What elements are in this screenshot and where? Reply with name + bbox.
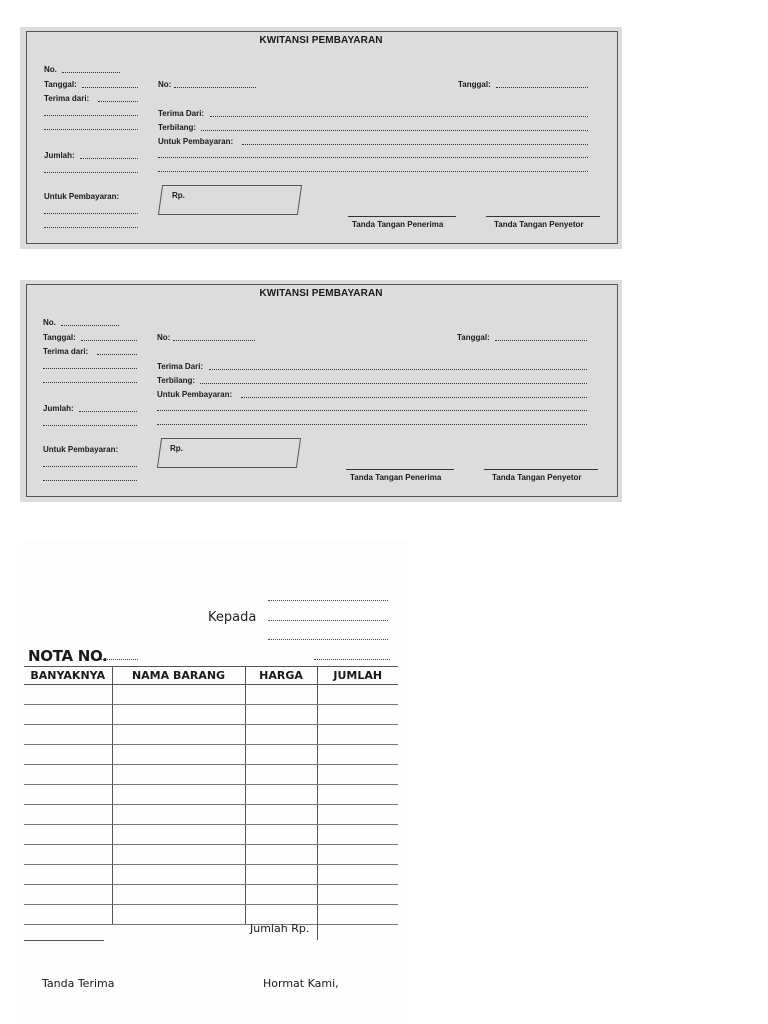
terbilang-label: Terbilang: — [158, 123, 197, 132]
no-field[interactable] — [174, 87, 256, 88]
amount-box[interactable] — [157, 438, 301, 468]
amount-rp-label: Rp. — [170, 444, 183, 453]
jumlah-cell[interactable] — [317, 825, 398, 845]
harga-cell[interactable] — [245, 725, 317, 745]
harga-cell[interactable] — [245, 785, 317, 805]
banyaknya-cell[interactable] — [24, 885, 112, 905]
harga-cell[interactable] — [245, 805, 317, 825]
stub-terima-dari-label: Terima dari: — [43, 347, 89, 356]
jumlah-cell[interactable] — [317, 845, 398, 865]
kepada-line-3[interactable] — [268, 639, 388, 640]
nama-barang-cell[interactable] — [112, 785, 245, 805]
nama-barang-cell[interactable] — [112, 865, 245, 885]
stub-blank-line[interactable] — [43, 368, 137, 369]
banyaknya-cell[interactable] — [24, 705, 112, 725]
nama-barang-cell[interactable] — [112, 905, 245, 925]
banyaknya-cell[interactable] — [24, 845, 112, 865]
column-header-nama-barang: NAMA BARANG — [112, 667, 245, 685]
signature-line-receiver — [346, 469, 454, 470]
nama-barang-cell[interactable] — [112, 685, 245, 705]
stub-terima-dari-label: Terima dari: — [44, 94, 90, 103]
jumlah-rp-label: Jumlah Rp. — [250, 922, 310, 935]
no-field[interactable] — [173, 340, 255, 341]
terbilang-label: Terbilang: — [157, 376, 196, 385]
nota-items-table — [24, 666, 398, 925]
jumlah-cell[interactable] — [317, 725, 398, 745]
nota-form — [22, 540, 408, 1024]
stub-no-field[interactable] — [61, 325, 119, 326]
table-row — [24, 865, 398, 885]
no-label: No: — [157, 333, 171, 342]
receipt-form — [20, 27, 622, 249]
stub-jumlah-label: Jumlah: — [43, 404, 74, 413]
stub-no-label: No. — [43, 318, 56, 327]
nama-barang-cell[interactable] — [112, 805, 245, 825]
stub-blank-line[interactable] — [44, 129, 138, 130]
stub-jumlah-field[interactable] — [80, 158, 138, 159]
tanggal-label: Tanggal: — [457, 333, 490, 342]
banyaknya-cell[interactable] — [24, 685, 112, 705]
column-header-jumlah: JUMLAH — [317, 667, 398, 685]
nota-no-field[interactable] — [100, 659, 138, 660]
table-row — [24, 745, 398, 765]
jumlah-cell[interactable] — [317, 805, 398, 825]
jumlah-cell[interactable] — [317, 885, 398, 905]
stub-tanggal-label: Tanggal: — [44, 80, 77, 89]
stub-untuk-pembayaran-label: Untuk Pembayaran: — [44, 192, 120, 201]
banyaknya-cell[interactable] — [24, 905, 112, 925]
table-row — [24, 785, 398, 805]
banyaknya-cell[interactable] — [24, 725, 112, 745]
jumlah-cell[interactable] — [317, 905, 398, 925]
signature-payer-label: Tanda Tangan Penyetor — [492, 473, 582, 482]
table-row — [24, 805, 398, 825]
receipt-form — [20, 280, 622, 502]
table-row — [24, 885, 398, 905]
stub-blank-line[interactable] — [43, 425, 137, 426]
harga-cell[interactable] — [245, 705, 317, 725]
untuk-pembayaran-label: Untuk Pembayaran: — [157, 390, 233, 399]
blank-line[interactable] — [157, 410, 587, 411]
blank-line[interactable] — [158, 171, 588, 172]
receipt-title: KWITANSI PEMBAYARAN — [259, 288, 383, 299]
nama-barang-cell[interactable] — [112, 745, 245, 765]
stub-untuk-pembayaran-label: Untuk Pembayaran: — [43, 445, 119, 454]
stub-blank-line[interactable] — [44, 213, 138, 214]
banyaknya-cell[interactable] — [24, 825, 112, 845]
stub-jumlah-label: Jumlah: — [44, 151, 75, 160]
nama-barang-cell[interactable] — [112, 725, 245, 745]
jumlah-cell[interactable] — [317, 745, 398, 765]
nama-barang-cell[interactable] — [112, 705, 245, 725]
hormat-kami-label: Hormat Kami, — [263, 977, 339, 990]
table-row — [24, 845, 398, 865]
table-row — [24, 825, 398, 845]
signature-line-payer — [486, 216, 600, 217]
receipt-title: KWITANSI PEMBAYARAN — [259, 35, 383, 46]
column-header-harga: HARGA — [245, 667, 317, 685]
signature-line-receiver — [348, 216, 456, 217]
stub-no-field[interactable] — [62, 72, 120, 73]
jumlah-total-divider — [317, 916, 318, 940]
terima-dari-field[interactable] — [210, 116, 588, 117]
stub-blank-line[interactable] — [43, 466, 137, 467]
banyaknya-cell[interactable] — [24, 765, 112, 785]
amount-box[interactable] — [158, 185, 302, 215]
terbilang-field[interactable] — [201, 130, 588, 131]
blank-line[interactable] — [157, 424, 587, 425]
signature-receiver-label: Tanda Tangan Penerima — [350, 473, 442, 482]
table-row — [24, 705, 398, 725]
tanggal-label: Tanggal: — [458, 80, 491, 89]
nama-barang-cell[interactable] — [112, 765, 245, 785]
banyaknya-cell[interactable] — [24, 805, 112, 825]
stub-blank-line[interactable] — [44, 115, 138, 116]
jumlah-cell[interactable] — [317, 865, 398, 885]
no-label: No: — [158, 80, 172, 89]
jumlah-cell[interactable] — [317, 785, 398, 805]
table-row — [24, 905, 398, 925]
stub-blank-line[interactable] — [43, 382, 137, 383]
tanggal-field[interactable] — [496, 87, 588, 88]
untuk-pembayaran-field[interactable] — [242, 144, 588, 145]
table-row — [24, 725, 398, 745]
terima-dari-label: Terima Dari: — [158, 109, 205, 118]
signature-payer-label: Tanda Tangan Penyetor — [494, 220, 584, 229]
jumlah-cell[interactable] — [317, 705, 398, 725]
jumlah-cell[interactable] — [317, 685, 398, 705]
untuk-pembayaran-label: Untuk Pembayaran: — [158, 137, 234, 146]
jumlah-cell[interactable] — [317, 765, 398, 785]
harga-cell[interactable] — [245, 885, 317, 905]
stub-jumlah-field[interactable] — [79, 411, 137, 412]
banyaknya-cell[interactable] — [24, 785, 112, 805]
tanda-terima-label: Tanda Terima — [42, 977, 115, 990]
stub-blank-line[interactable] — [44, 227, 138, 228]
banyaknya-cell[interactable] — [24, 745, 112, 765]
bottom-left-line — [24, 940, 104, 941]
nota-no-label: NOTA NO. — [28, 647, 108, 665]
nama-barang-cell[interactable] — [112, 845, 245, 865]
stub-terima-dari-field[interactable] — [98, 101, 138, 102]
harga-cell[interactable] — [245, 745, 317, 765]
signature-receiver-label: Tanda Tangan Penerima — [352, 220, 444, 229]
terbilang-field[interactable] — [200, 383, 587, 384]
banyaknya-cell[interactable] — [24, 865, 112, 885]
harga-cell[interactable] — [245, 845, 317, 865]
stub-tanggal-field[interactable] — [81, 340, 137, 341]
untuk-pembayaran-field[interactable] — [241, 397, 587, 398]
table-row — [24, 685, 398, 705]
column-header-banyaknya: BANYAKNYA — [24, 667, 112, 685]
stub-no-label: No. — [44, 65, 57, 74]
stub-terima-dari-field[interactable] — [97, 354, 137, 355]
blank-line[interactable] — [158, 157, 588, 158]
stub-blank-line[interactable] — [44, 172, 138, 173]
table-header-row — [24, 667, 398, 685]
nama-barang-cell[interactable] — [112, 885, 245, 905]
kepada-line-1[interactable] — [268, 600, 388, 601]
stub-tanggal-label: Tanggal: — [43, 333, 76, 342]
nota-date-field[interactable] — [314, 659, 390, 660]
harga-cell[interactable] — [245, 865, 317, 885]
harga-cell[interactable] — [245, 765, 317, 785]
amount-rp-label: Rp. — [172, 191, 185, 200]
stub-tanggal-field[interactable] — [82, 87, 138, 88]
terima-dari-label: Terima Dari: — [157, 362, 204, 371]
table-row — [24, 765, 398, 785]
nama-barang-cell[interactable] — [112, 825, 245, 845]
kepada-label: Kepada — [208, 610, 257, 625]
harga-cell[interactable] — [245, 685, 317, 705]
tanggal-field[interactable] — [495, 340, 587, 341]
terima-dari-field[interactable] — [209, 369, 587, 370]
signature-line-payer — [484, 469, 598, 470]
kepada-line-2[interactable] — [268, 620, 388, 621]
harga-cell[interactable] — [245, 825, 317, 845]
stub-blank-line[interactable] — [43, 480, 137, 481]
